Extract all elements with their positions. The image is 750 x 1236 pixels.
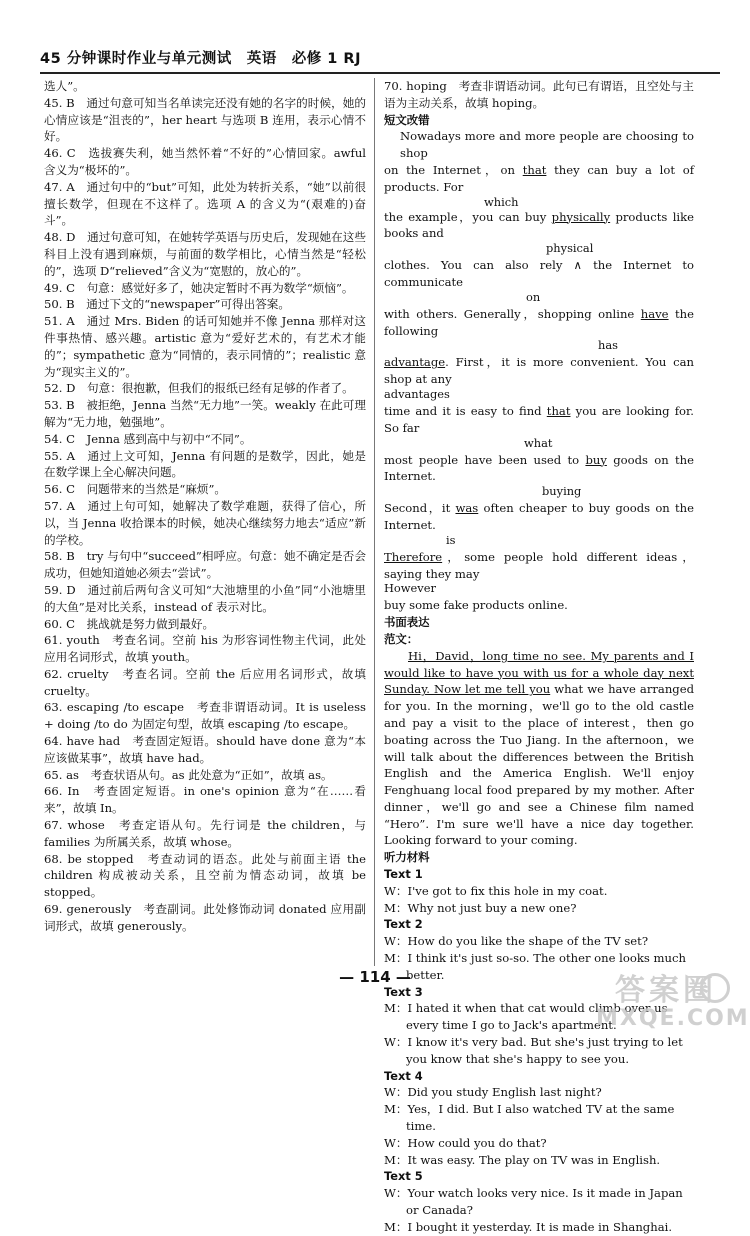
answer-item: 67. whose 考查定语从句。先行词是 the children，与 families 为所属关系，故填 whose。 <box>44 818 366 849</box>
answer-item: 59. D 通过前后两句含义可知“大池塘里的小鱼”同“小池塘里的大鱼”是对比关系，instead of 表示对比。 <box>44 582 366 614</box>
answer-item: 51. A 通过 Mrs. Biden 的话可知她并不像 Jenna 那样对这件事热情、感兴趣。artistic 意为“爱好艺术的，有艺术才能的”；sympathetic 意为“同情的，表示同情的”；realistic 意为“现实主义的”。 <box>44 314 366 379</box>
dialogue-line: M：I bought it yesterday. It is made in Shanghai. <box>384 1219 673 1234</box>
answer-item: 47. A 通过句中的“but”可知，此处为转折关系，“她”以前很擅长数学，但现在不这样了。选项 A 的含义为“(艰难的)奋斗”。 <box>44 179 366 228</box>
page-header <box>40 40 712 74</box>
correction-line-10: Therefore，some people hold different ideas，saying they may <box>384 549 694 581</box>
error-word: that <box>522 162 547 177</box>
dialogue-line: W：How do you like the shape of the TV set? <box>384 934 649 949</box>
dialogue-line: W：Your watch looks very nice. Is it made in Japan or Canada? <box>384 1186 683 1218</box>
sample-essay <box>384 648 694 850</box>
dialogue-line: W：How could you do that? <box>384 1135 547 1150</box>
dialogue-line: W：I know it's very bad. But she's just trying to let you know that she's happy to see you. <box>384 1035 683 1066</box>
listening-text-title: Text 4 <box>384 1068 423 1083</box>
answer-item: 56. C 问题带来的当然是“麻烦”。 <box>44 482 226 497</box>
correction-line-5: with others. Generally，shopping online have the following <box>384 306 694 338</box>
answer-item: 69. generously 考查副词。此处修饰动词 donated 应用副词形式，故填 generously。 <box>44 902 366 933</box>
correction-word: on <box>526 289 541 304</box>
correction-word: advantages <box>384 386 450 401</box>
answer-item: 53. B 被拒绝，Jenna 当然“无力地”一笑。weakly 在此可理解为“无力地，勉强地”。 <box>44 398 366 429</box>
answer-item: 58. B try 与句中“succeed”相呼应。句意：她不确定是否会成功，但她知道她必须去“尝试”。 <box>44 549 366 581</box>
answer-item: 66. In 考查固定短语。in one's opinion 意为“在……看来”，故填 In。 <box>44 784 366 816</box>
correction-word: what <box>524 435 553 450</box>
correction-line-1: Nowadays more and more people are choosing to shop <box>400 129 694 161</box>
left-column <box>44 78 366 935</box>
answer-item: 45. B 通过句意可知当名单读完还没有她的名字的时候，她的心情应该是“沮丧的”，her heart 与选项 B 连用，表示心情不好。 <box>44 95 366 144</box>
listening-heading: 听力材料 <box>384 850 430 865</box>
error-word: that <box>546 403 571 418</box>
sample-label: 范文： <box>384 631 419 646</box>
correction-word: is <box>446 532 456 547</box>
answer-item: 48. D 通过句意可知，在她转学英语与历史后，发现她在这些科目上没有遇到麻烦，与前面的数学相比，心情当然是“轻松的”，选项 D“relieved”含义为“宽慰的，放心的”。 <box>44 230 366 278</box>
answer-item: 50. B 通过下文的“newspaper”可得出答案。 <box>44 297 290 312</box>
answer-item-70: 70. hoping 考查非谓语动词。此句已有谓语，且空处与主语为主动关系，故填 hoping。 <box>384 79 694 110</box>
watermark-logo-icon <box>700 973 730 1003</box>
error-word: buy <box>585 452 607 467</box>
answer-item: 65. as 考查状语从句。as 此处意为“正如”，故填 as。 <box>44 767 333 782</box>
correction-heading: 短文改错 <box>384 112 430 127</box>
insert-caret: ∧ <box>573 258 582 273</box>
right-column <box>384 78 694 1236</box>
dialogue-line: M：It was easy. The play on TV was in English. <box>384 1152 661 1167</box>
header-rule <box>40 72 720 74</box>
correction-word: physical <box>546 241 594 256</box>
correction-word: buying <box>542 484 582 499</box>
listening-text-title: Text 5 <box>384 1169 423 1184</box>
answer-item: 63. escaping /to escape 考查非谓语动词。It is useless + doing /to do 为固定句型，故填 escaping /to escape。 <box>44 700 366 732</box>
error-word: advantage <box>384 355 446 370</box>
dialogue-line: M：Why not just buy a new one? <box>384 900 577 915</box>
dialogue-line: W：I've got to fix this hole in my coat. <box>384 883 608 898</box>
listening-text-title: Text 3 <box>384 984 423 999</box>
error-word: Therefore <box>384 549 443 564</box>
header-title: 45 分钟课时作业与单元测试 英语 必修 1 RJ <box>40 50 361 67</box>
correction-word: has <box>598 338 618 353</box>
answer-item: 60. C 挑战就是努力做到最好。 <box>44 616 215 631</box>
listening-text-title: Text 1 <box>384 867 423 882</box>
answer-item: 57. A 通过上句可知，她解决了数学难题，获得了信心，所以，当 Jenna 收拾课本的时候，她决心继续努力地去“适应”新的学校。 <box>44 498 366 547</box>
correction-line-4: clothes. You can also rely ∧ the Internet to communicate <box>384 258 695 289</box>
answer-item: 选人”。 <box>44 79 85 93</box>
answer-item: 46. C 选拔赛失利，她当然怀着“不好的”心情回家。awful 含义为“极坏的”。 <box>44 146 366 177</box>
listening-text-title: Text 2 <box>384 917 423 932</box>
correction-line-7: time and it is easy to find that you are looking for. So far <box>384 403 694 435</box>
error-word: was <box>455 501 479 516</box>
correction-line-2: on the Internet，on that they can buy a lot of products. For <box>384 162 694 194</box>
dialogue-line: M：Yes，I did. But I also watched TV at the same time. <box>384 1102 675 1134</box>
essay-underlined: Hi，David，long time no see. My parents and I would like to have you with us for a whole day next Sunday. Now let me tell you <box>384 648 694 697</box>
answer-item: 68. be stopped 考查动词的语态。此处与前面主语 the children 构成被动关系，且空前为情态动词，故填 be stopped。 <box>44 851 366 900</box>
writing-heading: 书面表达 <box>384 615 430 630</box>
correction-word: which <box>484 194 519 209</box>
answer-item: 52. D 句意：很抱歉，但我们的报纸已经有足够的作者了。 <box>44 381 354 396</box>
dialogue-line: M：I hated it when that cat would climb over us every time I go to Jack's apartment. <box>384 1001 668 1033</box>
listening-texts <box>384 866 694 1236</box>
site-watermark: 答案圈 MXQE.COM <box>596 973 750 1031</box>
dialogue-line: M：I think it's just so-so. The other one looks much better. <box>384 951 686 982</box>
page-number: — 114 — <box>339 968 411 986</box>
answer-item: 55. A 通过上文可知，Jenna 有问题的是数学，因此，她是在数学课上全心解决问题。 <box>44 448 366 480</box>
correction-line-11: buy some fake products online. <box>384 598 568 613</box>
column-divider <box>374 78 375 966</box>
answer-item: 54. C Jenna 感到高中与初中“不同”。 <box>44 431 252 446</box>
correction-line-8: most people have been used to buy goods on the Internet. <box>384 452 695 484</box>
correction-line-9: Second，it was often cheaper to buy goods on the Internet. <box>384 501 694 532</box>
correction-line-6: advantage. First，it is more convenient. You can shop at any <box>384 355 694 387</box>
answer-item: 62. cruelty 考查名词。空前 the 后应用名词形式，故填 cruelty。 <box>44 666 366 698</box>
answer-item: 61. youth 考查名词。空前 his 为形容词性物主代词，此处应用名词形式，故填 youth。 <box>44 633 366 665</box>
answer-item: 64. have had 考查固定短语。should have done 意为“本应该做某事”，故填 have had。 <box>44 734 366 765</box>
correction-line-3: the example，you can buy physically products like books and <box>384 209 694 241</box>
error-word: have <box>640 306 669 321</box>
error-word: physically <box>551 209 611 224</box>
essay-body: what we have arranged for you. In the morning，we'll go to the old castle and pay a visit to the place of interest，then go boating across the Tuo Jiang. In the afternoon，we will talk about the differences between the British English and the America English. We'll enjoy Fenghuang local food prepared by my mother. After dinner，we'll go and see a Chinese film named “Hero”. I'm sure we'll have a nice day together. Looking forward to your coming. <box>384 682 694 848</box>
correction-passage <box>384 128 694 614</box>
answer-item: 49. C 句意：感觉好多了，她决定暂时不再为数学“烦恼”。 <box>44 280 354 295</box>
correction-word: However <box>384 581 436 596</box>
dialogue-line: W：Did you study English last night? <box>384 1085 602 1100</box>
